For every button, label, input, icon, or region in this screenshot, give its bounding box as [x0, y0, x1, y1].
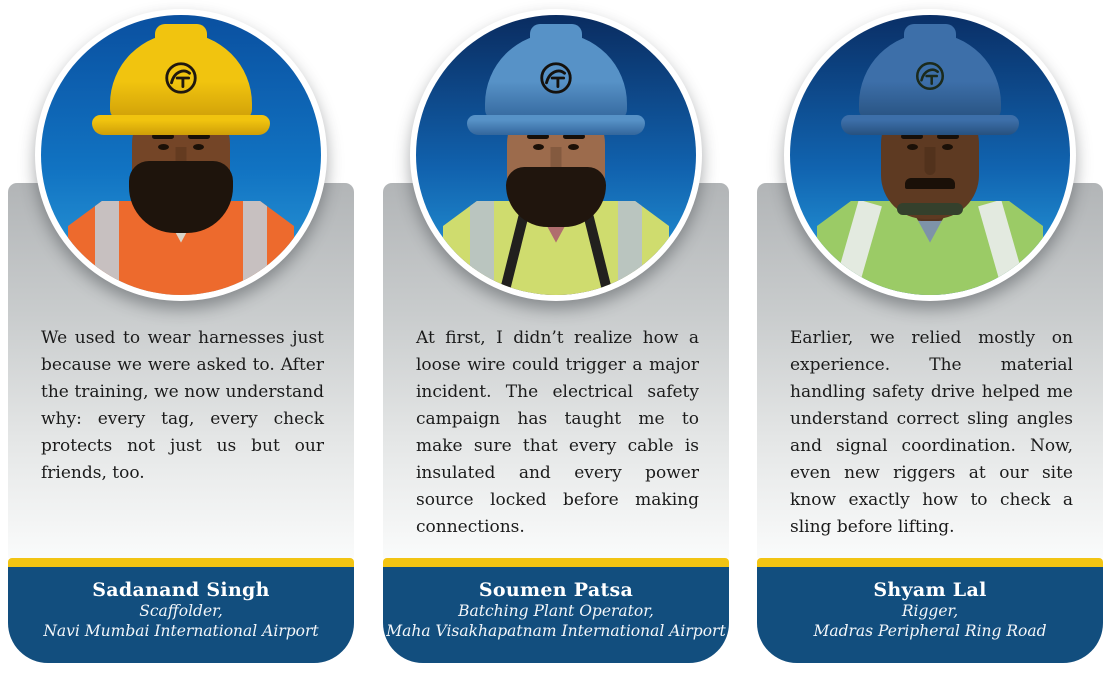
worker-location: Madras Peripheral Ring Road	[813, 621, 1047, 640]
gold-accent-bar	[757, 558, 1103, 567]
eye-icon	[907, 144, 918, 150]
lt-logo-icon	[537, 59, 575, 97]
card-footer	[383, 567, 729, 663]
testimonial-card	[383, 0, 729, 665]
eye-icon	[568, 144, 579, 150]
hard-hat	[485, 33, 627, 121]
worker-portrait-illustration	[416, 15, 696, 295]
hard-hat	[110, 33, 252, 121]
worker-location: Maha Visakhapatnam International Airport	[386, 621, 726, 640]
eye-icon	[158, 144, 169, 150]
testimonial-quote: Earlier, we relied mostly on experience. The material handling safety drive helped me understand correct sling angles and signal coordination. Now, even new riggers at our site know exactly how to check a sling before lifting.	[790, 328, 1073, 537]
eye-icon	[193, 144, 204, 150]
testimonial-quote: At first, I didn’t realize how a loose wire could trigger a major incident. The electrical safety campaign has taught me to make sure that every cable is insulated and every power source locked before making connections.	[416, 328, 699, 537]
card-footer	[757, 567, 1103, 663]
worker-portrait-illustration	[790, 15, 1070, 295]
nose-icon	[925, 147, 936, 175]
hard-hat-brim	[467, 115, 645, 135]
worker-name: Shyam Lal	[873, 579, 987, 601]
worker-photo	[410, 9, 702, 301]
worker-photo	[784, 9, 1076, 301]
worker-role: Batching Plant Operator,	[458, 602, 654, 620]
worker-photo	[35, 9, 327, 301]
eye-icon	[533, 144, 544, 150]
worker-role: Rigger,	[901, 602, 959, 620]
gold-accent-bar	[8, 558, 354, 567]
hard-hat	[859, 33, 1001, 121]
lt-logo-icon	[913, 59, 947, 93]
gold-accent-bar	[383, 558, 729, 567]
worker-name: Soumen Patsa	[478, 579, 634, 601]
worker-name: Sadanand Singh	[92, 579, 270, 601]
mustache-icon	[905, 178, 955, 189]
lt-logo-icon	[162, 59, 200, 97]
worker-role: Scaffolder,	[139, 602, 223, 620]
worker-portrait-illustration	[41, 15, 321, 295]
eye-icon	[942, 144, 953, 150]
card-footer	[8, 567, 354, 663]
testimonial-quote: We used to wear harnesses just because we were asked to. After the training, we now understand why: every tag, every check protects not just us but our friends, too.	[41, 328, 324, 483]
hard-hat-brim	[841, 115, 1019, 135]
chin-strap	[897, 203, 963, 215]
hard-hat-brim	[92, 115, 270, 135]
worker-location: Navi Mumbai International Airport	[43, 621, 319, 640]
testimonial-card	[757, 0, 1103, 665]
testimonial-card	[8, 0, 354, 665]
